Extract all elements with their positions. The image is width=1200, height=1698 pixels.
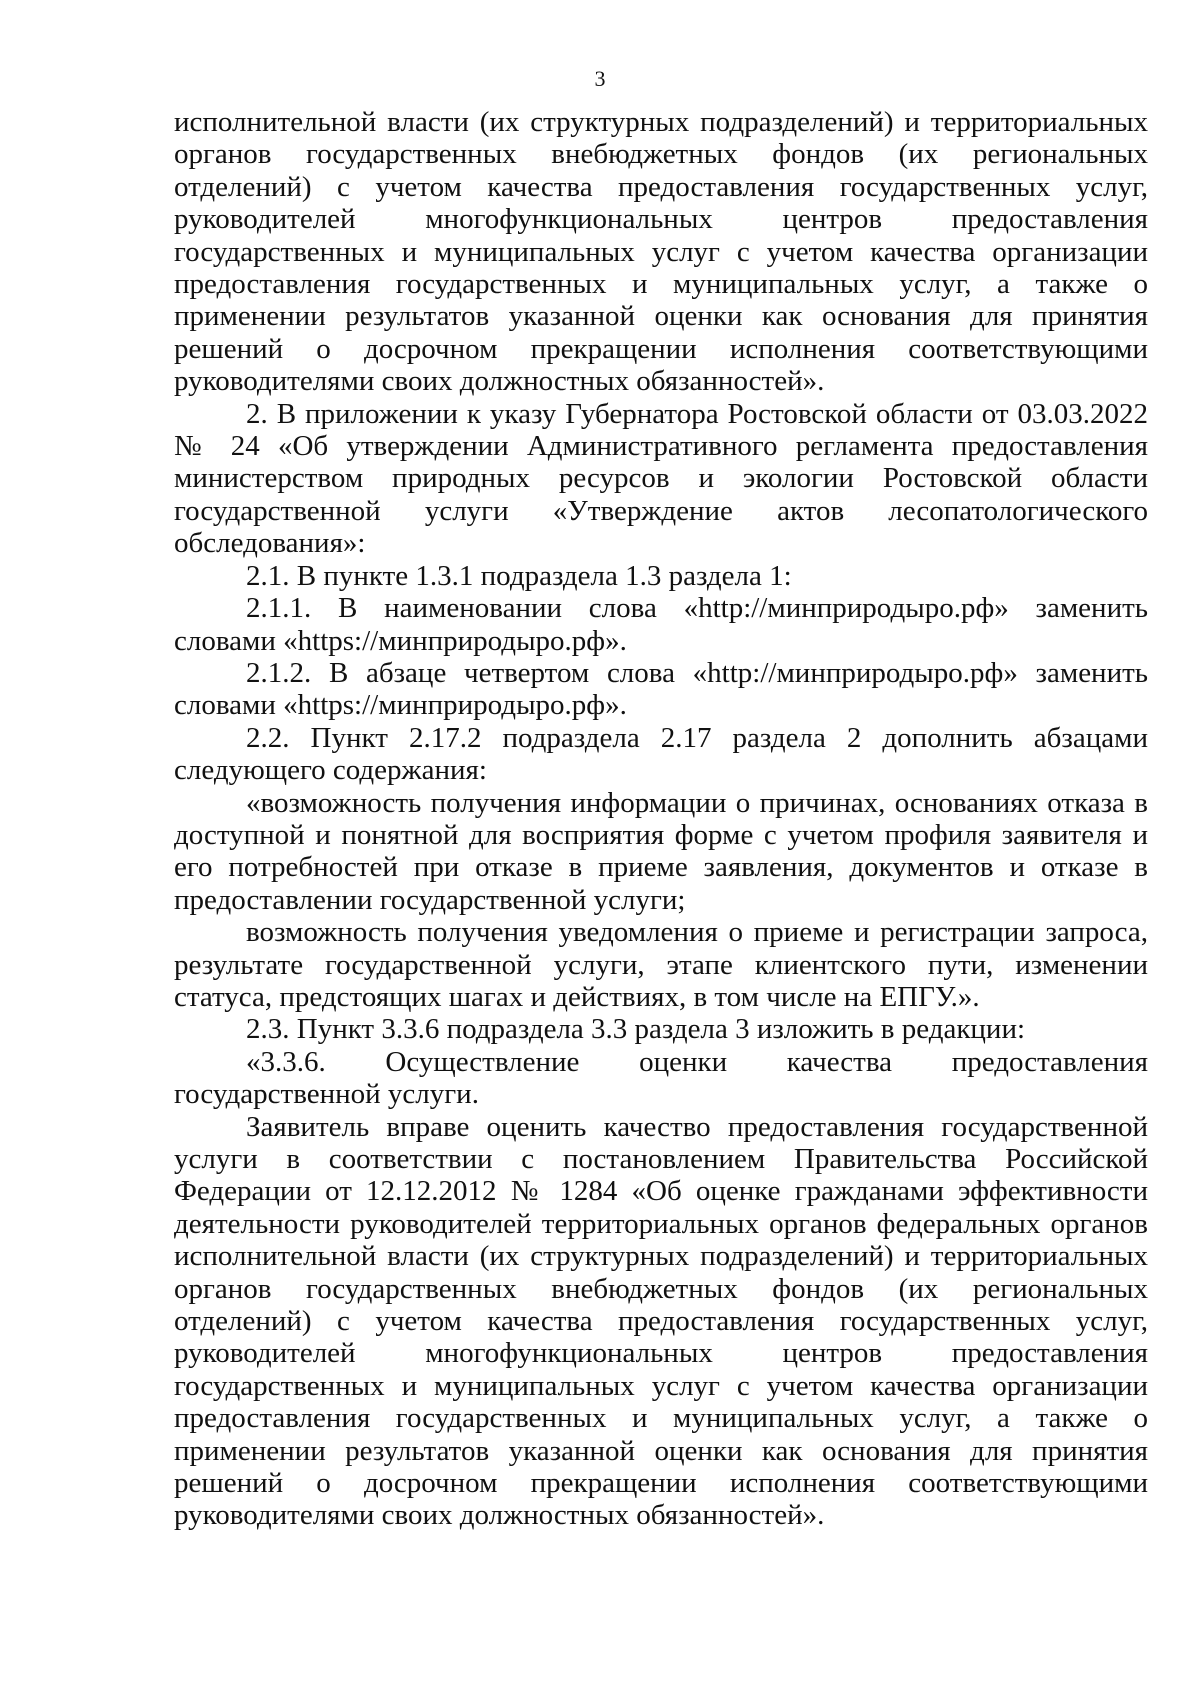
paragraph-item-2-3: 2.3. Пункт 3.3.6 подраздела 3.3 раздела 3 изложить в редакции:	[246, 1013, 1026, 1046]
paragraph-item-2-1-2: 2.1.2. В абзаце четвертом слова «http://минприродыро.рф» заменить словами «https://минприродыро.рф».	[174, 656, 1148, 722]
paragraph-applicant-rating: Заявитель вправе оценить качество предоставления государственной услуги в соответствии с постановлением Правительства Российской Федерации от 12.12.2012 № 1284 «Об оценке гражданами эффективности деятельности руководителей территориальных органов федеральных органов исполнительной власти (их структурных подразделений) и территориальных органов государственных внебюджетных фондов (их региональных отделений) с учетом качества предоставления государственных услуг, руководителей многофункциональных центров предоставления государственных и муниципальных услуг с учетом качества организации предоставления государственных и муниципальных услуг, а также о применении результатов указанной оценки как основания для принятия решений о досрочном прекращении исполнения соответствующими руководителями своих должностных обязанностей».	[174, 1110, 1148, 1532]
paragraph-quote-notification: возможность получения уведомления о приеме и регистрации запроса, результате государственной услуги, этапе клиентского пути, изменении статуса, предстоящих шагах и действиях, в том числе на ЕПГУ.».	[174, 916, 1148, 1013]
paragraph-continuation: исполнительной власти (их структурных подразделений) и территориальных органов государственных внебюджетных фондов (их региональных отделений) с учетом качества предоставления государственных услуг, руководителей многофункциональных центров предоставления государственных и муниципальных услуг с учетом качества организации предоставления государственных и муниципальных услуг, а также о применении результатов указанной оценки как основания для принятия решений о досрочном прекращении исполнения соответствующими руководителями своих должностных обязанностей».	[174, 106, 1148, 398]
document-body	[174, 106, 1148, 1532]
page-number: 3	[594, 66, 606, 91]
paragraph-quote-refusal: «возможность получения информации о причинах, основаниях отказа в доступной и понятной для восприятия форме с учетом профиля заявителя и его потребностей при отказе в приеме заявления, документов и отказе в предоставлении государственной услуги;	[174, 786, 1148, 916]
paragraph-item-2-2: 2.2. Пункт 2.17.2 подраздела 2.17 раздела 2 дополнить абзацами следующего содержания:	[174, 721, 1148, 787]
paragraph-quote-3-3-6: «3.3.6. Осуществление оценки качества предоставления государственной услуги.	[174, 1045, 1148, 1111]
paragraph-item-2-1-1: 2.1.1. В наименовании слова «http://минприродыро.рф» заменить словами «https://минприродыро.рф».	[174, 592, 1148, 657]
paragraph-item-2: 2. В приложении к указу Губернатора Ростовской области от 03.03.2022 № 24 «Об утверждении Административного регламента предоставления министерством природных ресурсов и экологии Ростовской области государственной услуги «Утверждение актов лесопатологического обследования»:	[174, 397, 1148, 560]
paragraph-item-2-1: 2.1. В пункте 1.3.1 подраздела 1.3 раздела 1:	[246, 559, 792, 592]
